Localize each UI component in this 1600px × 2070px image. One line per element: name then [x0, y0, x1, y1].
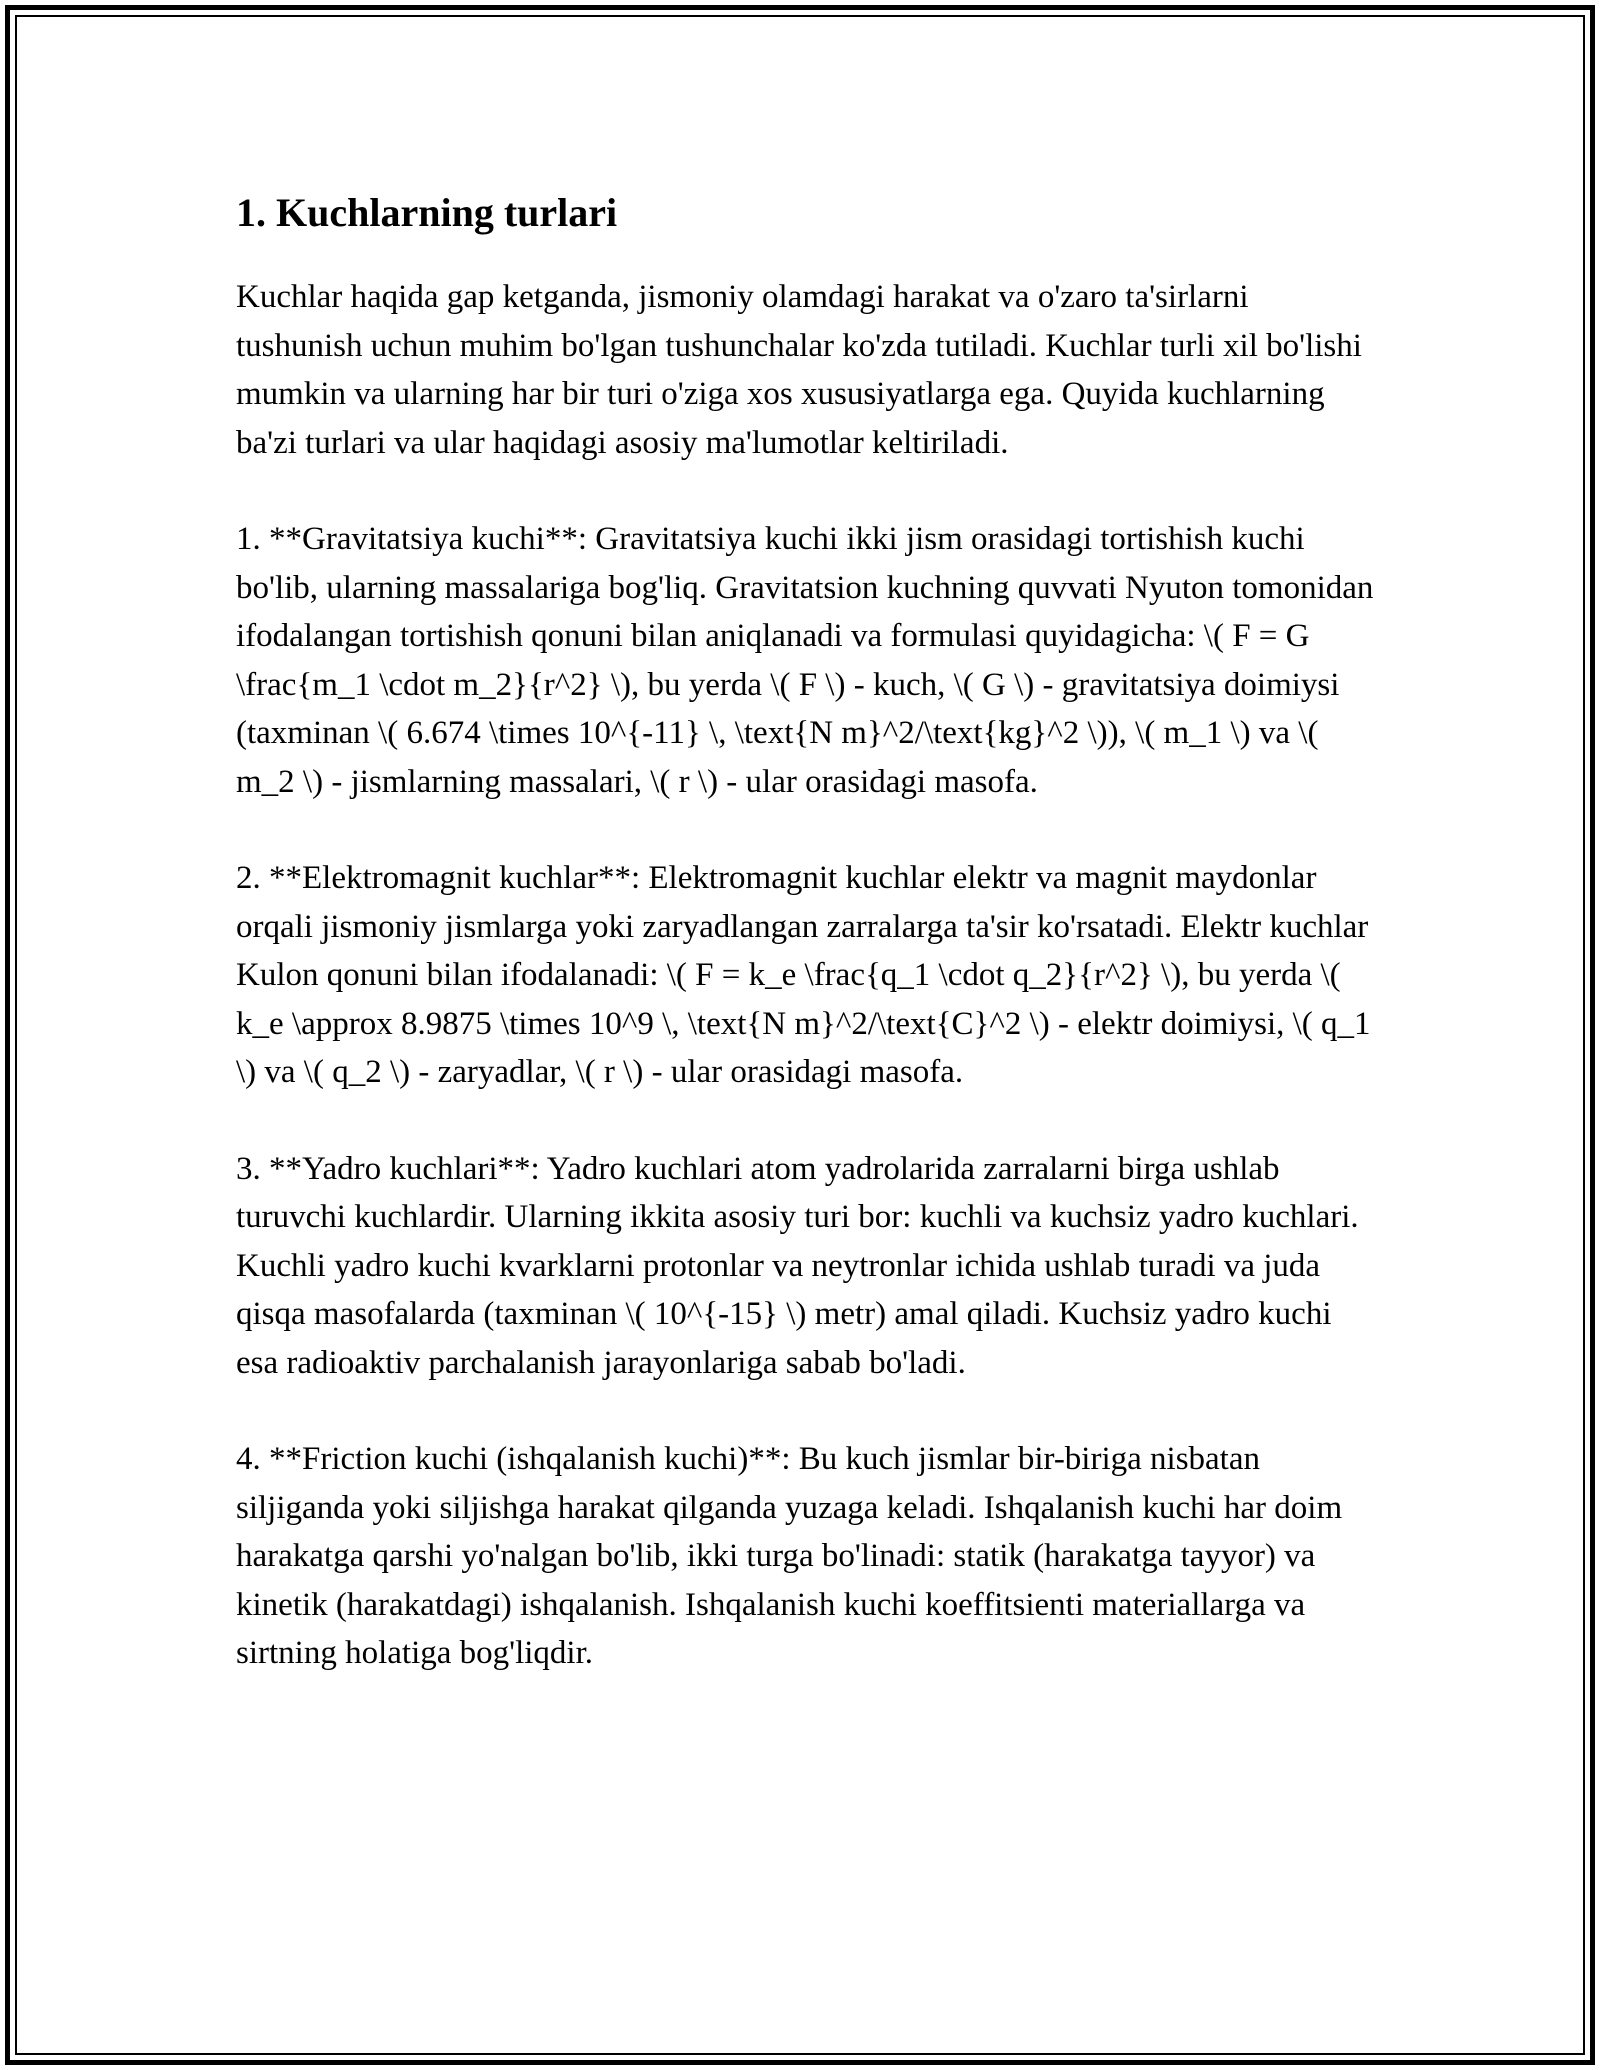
list-item-friction: 4. **Friction kuchi (ishqalanish kuchi)**: Bu kuch jismlar bir-biriga nisbatan siljiganda yoki siljishga harakat qilganda yuzaga keladi. Ishqalanish kuchi har doim harakatga qarshi yo'nalgan bo'lib, ikki turga bo'linadi: statik (harakatga tayyor) va kinetik (harakatdagi) ishqalanish. Ishqalanish kuchi koeffitsienti materiallarga va sirtning holatiga bog'liqdir. [236, 1441, 1343, 1671]
list-item-gravitatsiya: 1. **Gravitatsiya kuchi**: Gravitatsiya kuchi ikki jism orasidagi tortishish kuchi bo'lib, ularning massalariga bog'liq. Gravitatsion kuchning quvvati Nyuton tomonidan ifodalangan tortishish qonuni bilan aniqlanadi va formulasi quyidagicha: \( F = G \frac{m_1 \cdot m_2}{r^2} \), bu yerda \( F \) - kuch, \( G \) - gravitatsiya doimiysi (taxminan \( 6.674 \times 10^{-11} \, \text{N m}^2/\text{kg}^2 \)), \( m_1 \) va \( m_2 \) - jismlarning massalari, \( r \) - ular orasidagi masofa. [236, 521, 1374, 800]
list-item-yadro: 3. **Yadro kuchlari**: Yadro kuchlari atom yadrolarida zarralarni birga ushlab turuvchi kuchlardir. Ularning ikkita asosiy turi bor: kuchli va kuchsiz yadro kuchlari. Kuchli yadro kuchi kvarklarni protonlar va neytronlar ichida ushlab turadi va juda qisqa masofalarda (taxminan \( 10^{-15} \) metr) amal qiladi. Kuchsiz yadro kuchi esa radioaktiv parchalanish jarayonlariga sabab bo'ladi. [236, 1150, 1359, 1381]
document-body [236, 185, 1376, 1726]
intro-paragraph: Kuchlar haqida gap ketganda, jismoniy olamdagi harakat va o'zaro ta'sirlarni tushunish uchun muhim bo'lgan tushunchalar ko'zda tutiladi. Kuchlar turli xil bo'lishi mumkin va ularning har bir turi o'ziga xos xususiyatlarga ega. Quyida kuchlarning ba'zi turlari va ular haqidagi asosiy ma'lumotlar keltiriladi. [236, 279, 1362, 461]
list-item-elektromagnit: 2. **Elektromagnit kuchlar**: Elektromagnit kuchlar elektr va magnit maydonlar orqali jismoniy jismlarga yoki zaryadlangan zarralarga ta'sir ko'rsatadi. Elektr kuchlar Kulon qonuni bilan ifodalanadi: \( F = k_e \frac{q_1 \cdot q_2}{r^2} \), bu yerda \( k_e \approx 8.9875 \times 10^9 \, \text{N m}^2/\text{C}^2 \) - elektr doimiysi, \( q_1 \) va \( q_2 \) - zaryadlar, \( r \) - ular orasidagi masofa. [236, 860, 1371, 1090]
section-heading: 1. Kuchlarning turlari [236, 190, 618, 235]
